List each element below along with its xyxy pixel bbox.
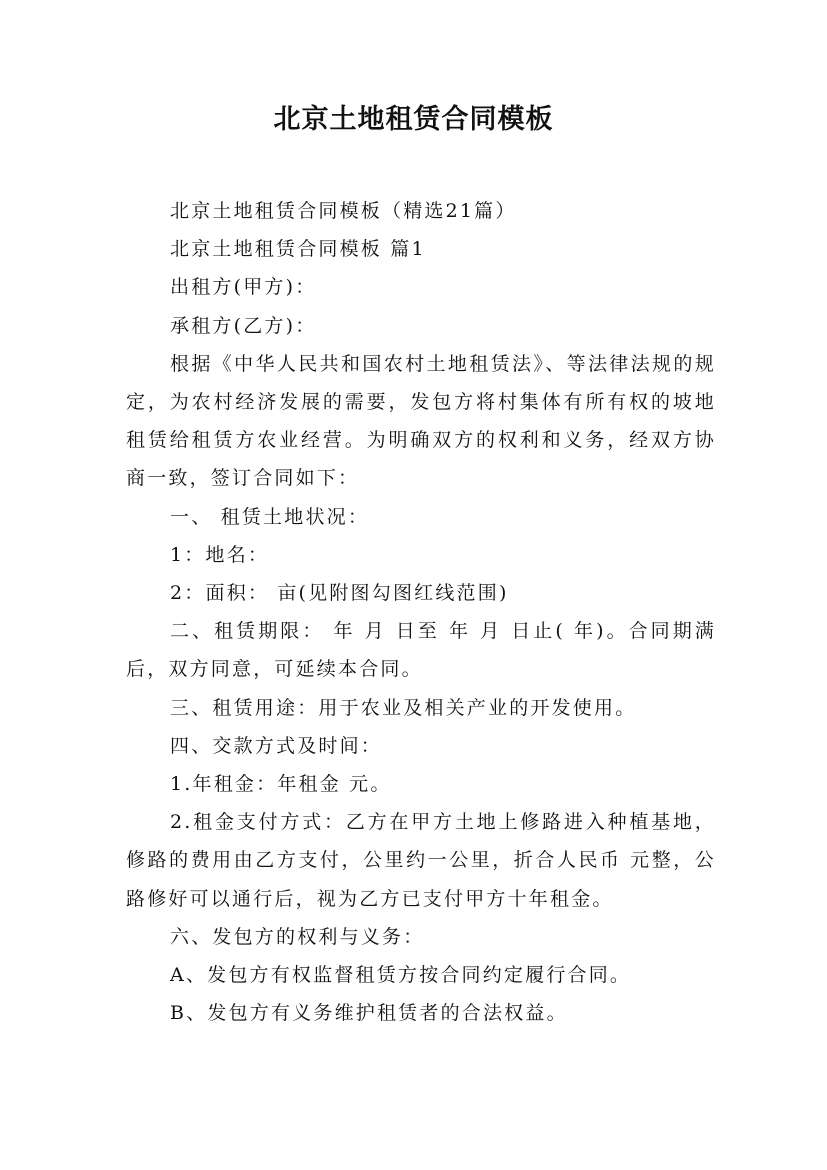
paragraph-section-heading: 北京土地租赁合同模板 篇1 — [170, 238, 426, 261]
paragraph-clause-2: 二、租赁期限： 年 月 日至 年 月 日止( 年)。合同期满后，双方同意，可延续本合同。 — [126, 620, 716, 681]
paragraph-clause-1-1: 1：地名： — [170, 543, 270, 566]
document-title: 北京土地租赁合同模板 — [273, 104, 554, 135]
paragraph-lessor: 出租方(甲方)： — [170, 276, 317, 299]
paragraph-clause-6-a: A、发包方有权监督租赁方按合同约定履行合同。 — [170, 964, 632, 987]
paragraph-subtitle: 北京土地租赁合同模板（精选21篇） — [170, 200, 517, 222]
paragraph-clause-1-2: 2：面积： 亩(见附图勾图红线范围) — [170, 582, 509, 605]
paragraph-clause-3: 三、租赁用途：用于农业及相关产业的开发使用。 — [170, 696, 637, 719]
paragraph-lessee: 承租方(乙方)： — [170, 314, 317, 337]
paragraph-clause-6: 六、发包方的权利与义务： — [170, 925, 425, 948]
paragraph-preamble: 根据《中华人民共和国农村土地租赁法》、等法律法规的规定，为农村经济发展的需要，发包方将村集体有所有权的坡地租赁给租赁方农业经营。为明确双方的权利和义务，经双方协商一致，签订合同如下： — [126, 352, 716, 490]
document-body — [126, 192, 716, 1032]
paragraph-clause-4: 四、交款方式及时间： — [170, 734, 383, 757]
paragraph-clause-6-b: B、发包方有义务维护租赁者的合法权益。 — [170, 1002, 568, 1025]
paragraph-clause-4-1: 1.年租金：年租金 元。 — [170, 773, 392, 796]
paragraph-clause-1: 一、 租赁土地状况： — [170, 505, 370, 528]
paragraph-clause-4-2: 2.租金支付方式：乙方在甲方土地上修路进入种植基地，修路的费用由乙方支付，公里约一公里，折合人民币 元整，公路修好可以通行后，视为乙方已支付甲方十年租金。 — [126, 811, 716, 910]
